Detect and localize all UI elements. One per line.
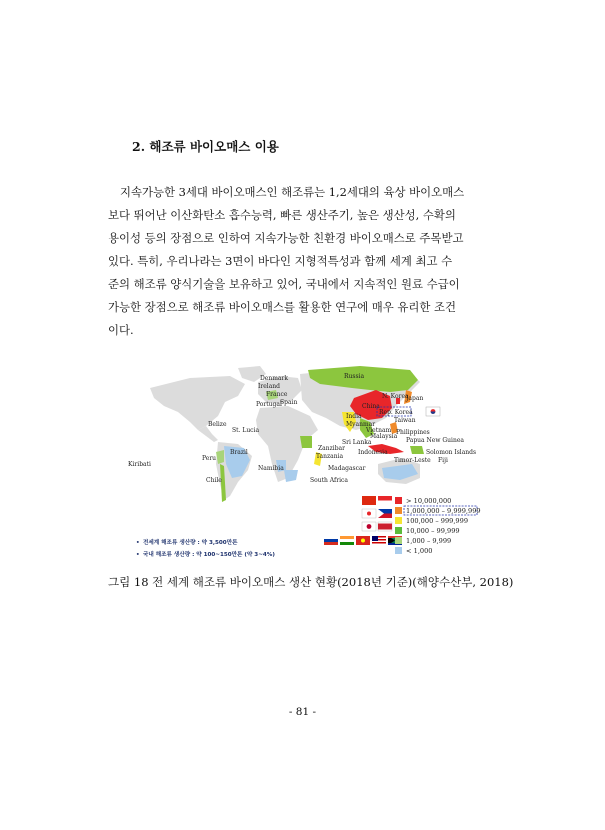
label-portugal: Portugal [256,401,282,408]
label-philippines: Philippines [396,429,430,436]
label-namibia: Namibia [258,465,284,472]
legend-swatch [395,527,402,534]
label-indonesia: Indonesia [358,449,388,456]
label-nkorea: N. Korea [382,393,409,400]
legend-swatch [395,547,402,554]
label-vietnam: Vietnam [366,427,392,434]
legend-label: 100,000 – 999,999 [406,517,469,525]
legend-swatch [395,517,402,524]
label-solomon: Solomon Islands [426,449,477,456]
legend-label: > 10,000,000 [406,497,452,505]
label-peru: Peru [202,455,217,462]
label-chile: Chile [206,477,222,484]
label-papua: Papua New Guinea [406,437,464,444]
label-rkorea: Rep. Korea [379,409,413,416]
label-spain: Spain [280,399,298,406]
label-belize: Belize [208,421,227,428]
label-brazil: Brazil [230,449,248,456]
legend-swatch [395,497,402,504]
section-heading: 2. 해조류 바이오매스 이용 [132,139,279,154]
label-kiribati: Kiribati [128,461,151,468]
label-southafrica: South Africa [310,477,348,484]
note-bullet: • [136,552,140,558]
legend-swatch [395,507,402,514]
tanzania-region [300,436,312,448]
label-timor: Timor-Leste [394,457,431,464]
paragraph-line: 준의 해조류 양식기술을 보유하고 있어, 국내에서 지속적인 원료 수급이 [108,277,460,291]
label-india: India [346,413,362,420]
paragraph-line: 있다. 특히, 우리나라는 3면이 바다인 지형적특성과 함께 세계 최고 수 [108,254,453,268]
flag-china-icon [362,496,376,505]
paragraph-line: 용이성 등의 장점으로 인하여 지속가능한 친환경 바이오매스로 주목받고 [108,231,464,245]
paragraph-line: 가능한 장점으로 해조류 바이오매스를 활용한 연구에 매우 유리한 조건 [108,300,457,314]
paragraph-line: 이다. [108,323,134,337]
figure-caption: 그림 18 전 세계 해조류 바이오매스 생산 현황(2018년 기준)(해양수산부, 2018) [108,575,514,589]
label-france: France [266,391,288,398]
label-fiji: Fiji [438,457,448,464]
label-china: China [362,403,380,410]
legend-label: 1,000,000 – 9,999,999 [406,507,481,515]
page-number: - 81 - [288,706,317,718]
label-russia: Russia [344,373,365,380]
legend-label: 10,000 – 99,999 [406,527,460,535]
label-japan: Japan [406,395,424,402]
label-malaysia: Malaysia [370,433,398,440]
note-world-production: 전세계 해조류 생산량 : 약 3,500만톤 [143,540,238,546]
legend [395,497,481,555]
label-denmark: Denmark [260,375,288,382]
seaweed-production-world-map [120,360,490,570]
korea-flag-icon [426,407,440,416]
legend-swatch [395,537,402,544]
label-ireland: Ireland [258,383,280,390]
label-srilanka: Sri Lanka [342,439,372,446]
label-myanmar: Myanmar [346,421,376,428]
papua-region [410,446,424,454]
paragraph-line: 지속가능한 3세대 바이오매스인 해조류는 1,2세대의 육상 바이오매스 [120,185,465,199]
legend-label: 1,000 – 9,999 [406,537,452,545]
body-paragraph [108,181,500,342]
map-svg [120,360,490,570]
south-africa-region [284,470,298,482]
production-notes [136,538,275,558]
note-korea-production: 국내 해조류 생산량 : 약 100~150만톤 (약 3~4%) [143,552,275,558]
label-zanzibar: Zanzibar [318,445,345,452]
label-taiwan: Taiwan [394,417,416,424]
producer-flags [324,496,402,545]
label-stlucia: St. Lucia [232,427,260,434]
label-madagascar: Madagascar [328,465,366,472]
note-bullet: • [136,540,140,546]
north-america [150,376,245,430]
label-tanzania: Tanzania [316,453,344,460]
paragraph-line: 보다 뛰어난 이산화탄소 흡수능력, 빠른 생산주기, 높은 생산성, 수확의 [108,208,456,222]
legend-label: < 1,000 [406,547,433,555]
